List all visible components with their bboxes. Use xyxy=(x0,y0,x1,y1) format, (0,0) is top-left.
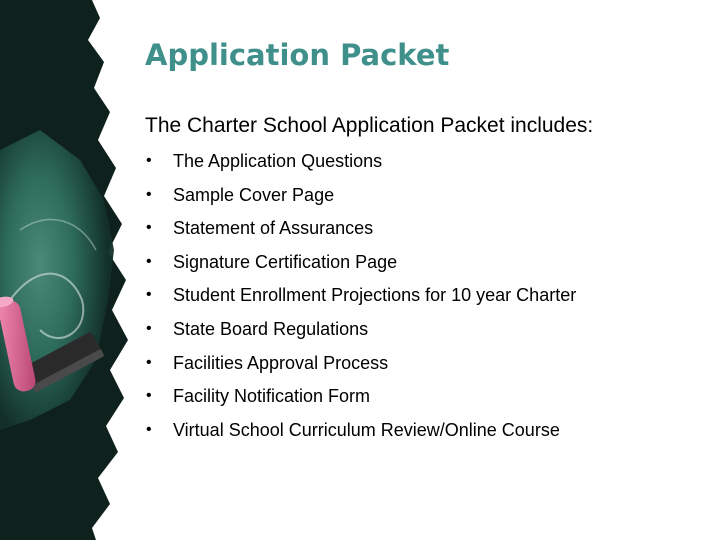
bullet-icon: • xyxy=(146,286,152,304)
list-item-text: The Application Questions xyxy=(173,151,383,171)
bullet-icon: • xyxy=(146,420,152,438)
bullet-icon: • xyxy=(146,319,152,337)
bullet-icon: • xyxy=(146,252,152,270)
list-item-text: Sample Cover Page xyxy=(173,184,335,205)
list-item-text: Signature Certification Page xyxy=(173,251,398,272)
list-item-text: Statement of Assurances xyxy=(173,218,374,239)
chalkboard-decoration xyxy=(0,0,130,540)
bullet-icon: • xyxy=(146,387,152,405)
list-item xyxy=(145,318,576,352)
list-item-text: State Board Regulations xyxy=(173,318,369,339)
list-item-text: Virtual School Curriculum Review/Online Course xyxy=(173,419,560,440)
list-item xyxy=(145,251,576,285)
slide-title: Application Packet xyxy=(145,38,450,72)
bullet-icon: • xyxy=(146,152,152,169)
list-item xyxy=(145,352,576,386)
list-item xyxy=(145,419,576,453)
list-item xyxy=(145,385,576,419)
bullet-icon: • xyxy=(146,219,152,237)
list-item-text: Student Enrollment Projections for 10 year Charter xyxy=(173,285,577,306)
list-item-text: Facility Notification Form xyxy=(173,386,371,407)
list-item xyxy=(145,184,576,218)
list-item xyxy=(145,217,576,251)
intro-text: The Charter School Application Packet includes: xyxy=(145,114,594,137)
bullet-icon: • xyxy=(146,353,152,371)
list-item xyxy=(145,284,576,318)
list-item-text: Facilities Approval Process xyxy=(173,352,389,373)
bullet-icon: • xyxy=(146,185,152,203)
bullet-list xyxy=(145,150,576,452)
list-item xyxy=(145,150,576,184)
